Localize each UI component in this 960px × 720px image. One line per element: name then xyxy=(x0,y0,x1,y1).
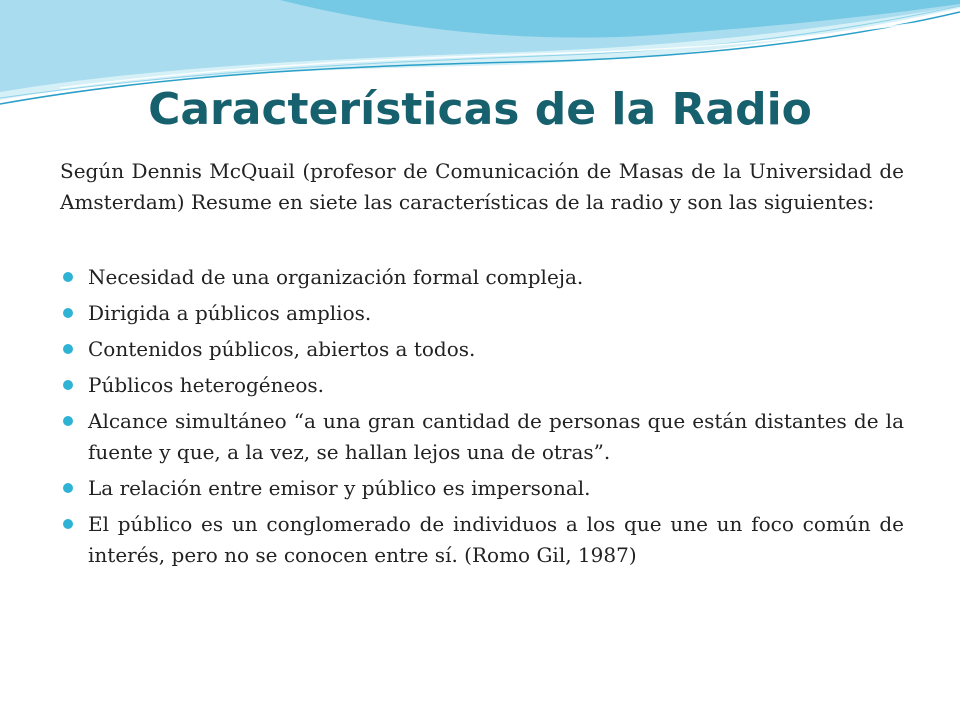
list-item-text: Alcance simultáneo “a una gran cantidad de personas que están distantes de la fuente y que, a la vez, se hallan lejos una de otras”. xyxy=(88,409,904,464)
slide-body xyxy=(60,156,904,576)
list-item xyxy=(60,370,904,401)
slide-title: Características de la Radio xyxy=(148,84,812,135)
list-item-text: Necesidad de una organización formal compleja. xyxy=(88,265,584,289)
list-item-text: Dirigida a públicos amplios. xyxy=(88,301,372,325)
bullet-dot-icon xyxy=(63,416,73,426)
list-item xyxy=(60,473,904,504)
bullet-dot-icon xyxy=(63,519,73,529)
intro-paragraph: Según Dennis McQuail (profesor de Comunicación de Masas de la Universidad de Amsterdam) Resume en siete las características de la radio y son las siguientes: xyxy=(60,159,904,214)
list-item-text: Contenidos públicos, abiertos a todos. xyxy=(88,337,476,361)
list-item xyxy=(60,406,904,468)
list-item xyxy=(60,262,904,293)
bullet-dot-icon xyxy=(63,344,73,354)
list-item xyxy=(60,509,904,571)
list-item xyxy=(60,298,904,329)
bullet-dot-icon xyxy=(63,272,73,282)
bullet-dot-icon xyxy=(63,308,73,318)
list-item-text: Públicos heterogéneos. xyxy=(88,373,325,397)
list-item-text: El público es un conglomerado de individuos a los que une un foco común de interés, pero no se conocen entre sí. (Romo Gil, 1987) xyxy=(88,512,904,567)
bullet-dot-icon xyxy=(63,380,73,390)
bullet-dot-icon xyxy=(63,483,73,493)
characteristics-list xyxy=(60,262,904,571)
list-item xyxy=(60,334,904,365)
list-item-text: La relación entre emisor y público es impersonal. xyxy=(88,476,591,500)
